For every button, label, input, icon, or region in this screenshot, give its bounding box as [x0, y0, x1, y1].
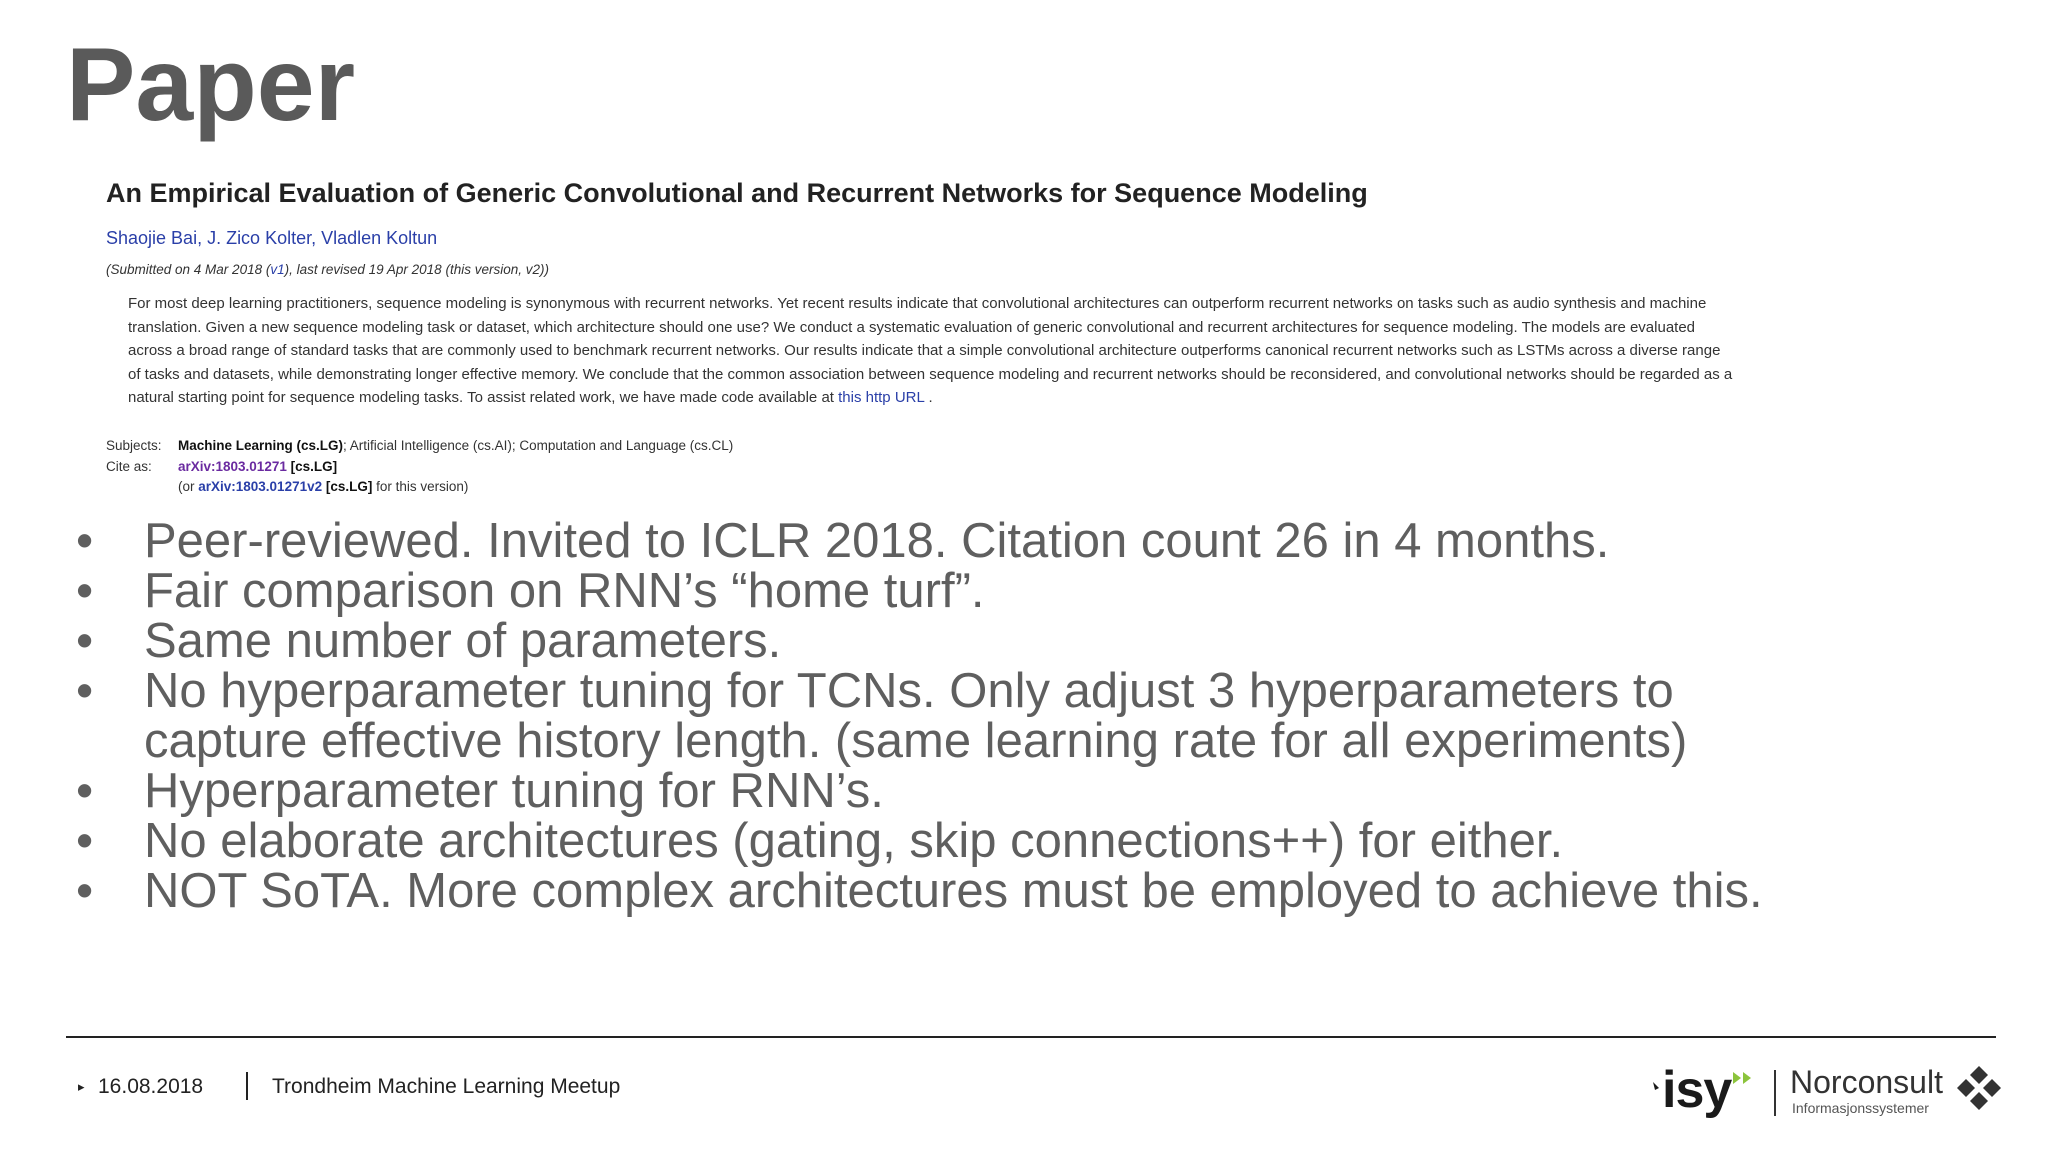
norconsult-logo — [1790, 1066, 1943, 1116]
bullet-item-continuation: capture effective history length. (same learning rate for all experiments) — [144, 714, 1688, 768]
bullet-marker: • — [76, 864, 94, 918]
isy-arrows-icon — [1731, 1069, 1757, 1089]
bullet-marker: • — [76, 614, 94, 668]
paper-cite: Cite as: arXiv:1803.01271 [cs.LG] — [106, 459, 338, 474]
paper-screenshot — [104, 172, 1904, 502]
bullet-item: • Hyperparameter tuning for RNN’s. — [76, 764, 884, 818]
isy-logo-text: isy — [1662, 1061, 1732, 1119]
paper-cite-version: (or arXiv:1803.01271v2 [cs.LG] for this version) — [178, 479, 469, 494]
bullet-item: • Peer-reviewed. Invited to ICLR 2018. Citation count 26 in 4 months. — [76, 514, 1610, 568]
paper-authors[interactable]: Shaojie Bai, J. Zico Kolter, Vladlen Koltun — [106, 228, 438, 248]
paper-submission-info: (Submitted on 4 Mar 2018 (v1), last revised 19 Apr 2018 (this version, v2)) — [106, 262, 549, 277]
footer-event-name: Trondheim Machine Learning Meetup — [272, 1075, 621, 1098]
paper-title: An Empirical Evaluation of Generic Convolutional and Recurrent Networks for Sequence Modeling — [106, 178, 1368, 208]
bullet-item: • Fair comparison on RNN’s “home turf”. — [76, 564, 985, 618]
norconsult-logo-text: Norconsult — [1790, 1064, 1943, 1100]
bullet-marker: • — [76, 814, 94, 868]
bullet-item: • No elaborate architectures (gating, skip connections++) for either. — [76, 814, 1564, 868]
bullet-item: • NOT SoTA. More complex architectures must be employed to achieve this. — [76, 864, 1763, 918]
paper-subjects: Subjects: Machine Learning (cs.LG); Artificial Intelligence (cs.AI); Computation and Language (cs.CL) — [106, 438, 734, 453]
logo-separator — [1774, 1070, 1776, 1116]
abstract-line: of tasks and datasets, while demonstrating longer effective memory. We conclude that the common association between sequence modeling and recurrent networks should be reconsidered, and convolutional networks should be regarded as a — [128, 365, 1733, 383]
arxiv-link[interactable]: arXiv:1803.01271 — [178, 459, 287, 474]
code-link[interactable]: this http URL — [838, 389, 925, 406]
norconsult-logo-subtitle: Informasjonssystemer — [1792, 1100, 1929, 1116]
bullet-marker: • — [76, 564, 94, 618]
bullet-marker: • — [76, 764, 94, 818]
abstract-line: natural starting point for sequence modeling tasks. To assist related work, we have made code available at this http URL . — [128, 389, 933, 406]
footer-divider-line — [66, 1036, 1996, 1038]
slide-title: Paper — [66, 27, 356, 143]
abstract-line: translation. Given a new sequence modeling task or dataset, which architecture should one use? We conduct a systematic evaluation of generic convolutional and recurrent architectures for sequence modeling. The models are evaluated — [128, 318, 1696, 336]
isy-tick-icon — [1652, 1080, 1662, 1100]
bullet-marker: • — [76, 514, 94, 568]
bullet-list — [76, 516, 1763, 916]
norconsult-diamond-icon — [1954, 1064, 2004, 1112]
arxiv-version-link[interactable]: arXiv:1803.01271v2 — [198, 479, 323, 494]
footer-separator — [246, 1072, 248, 1100]
abstract-line: For most deep learning practitioners, sequence modeling is synonymous with recurrent networks. Yet recent results indicate that convolutional architectures can outperform recurrent networks on tasks such as audio synthesis and machine — [128, 295, 1707, 312]
bullet-marker: • — [76, 664, 94, 718]
bullet-item: • No hyperparameter tuning for TCNs. Only adjust 3 hyperparameters to — [76, 664, 1674, 718]
footer-date: 16.08.2018 — [98, 1075, 204, 1098]
footer-arrow-icon: ▸ — [78, 1079, 85, 1094]
paper-abstract — [128, 292, 2008, 410]
version-link[interactable]: v1 — [270, 262, 285, 277]
isy-logo — [1652, 1062, 1757, 1118]
bullet-item: • Same number of parameters. — [76, 614, 782, 668]
abstract-line: across a broad range of standard tasks that are commonly used to benchmark recurrent networks. Our results indicate that a simple convolutional architecture outperforms canonical recurrent networks such as LSTMs across a diverse range — [128, 342, 1721, 359]
